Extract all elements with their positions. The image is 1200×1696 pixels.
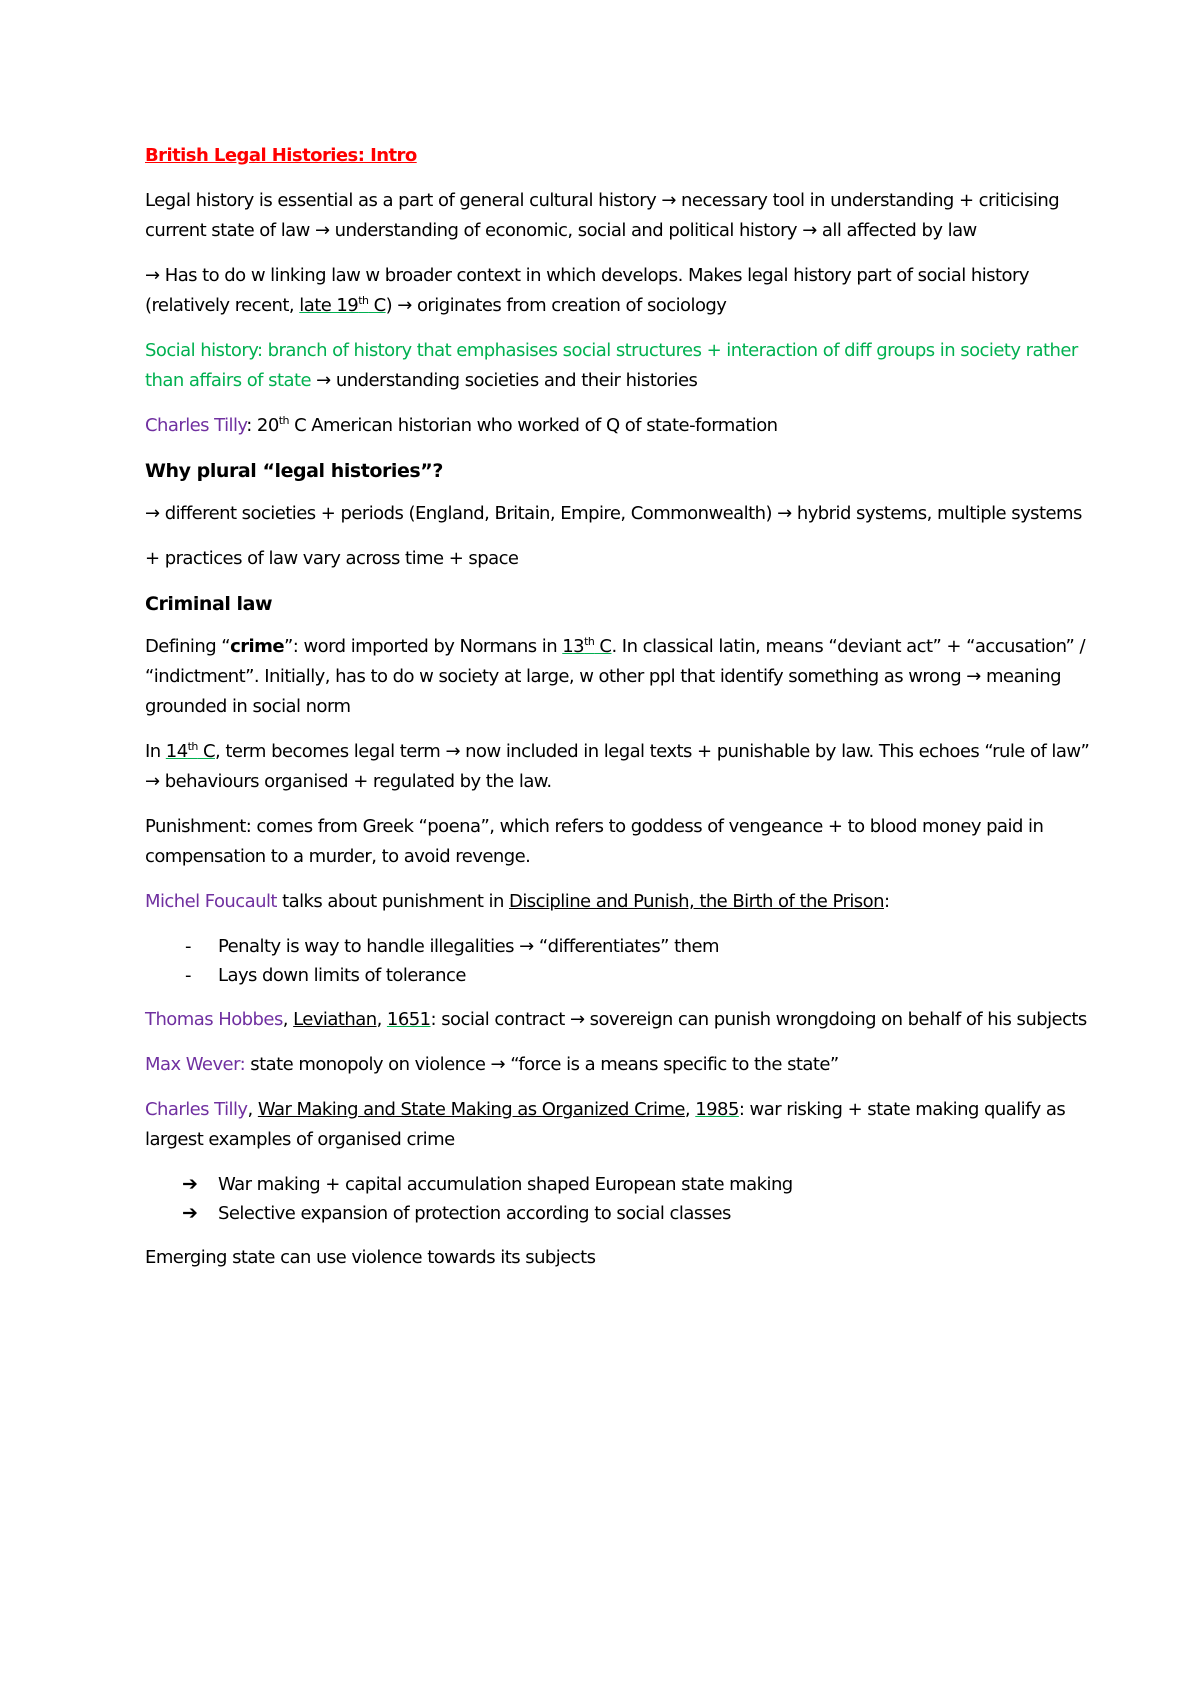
text-run: , <box>376 1009 387 1030</box>
person-name: Michel Foucault <box>145 891 277 912</box>
paragraph-punishment: Punishment: comes from Greek “poena”, which refers to goddess of vengeance + to blood money paid in compensation to a murder, to avoid revenge. <box>145 816 1044 867</box>
page-title: British Legal Histories: Intro <box>145 145 417 166</box>
text-run: In <box>145 741 166 762</box>
text-run: : <box>883 891 890 912</box>
paragraph-max-wever <box>145 1050 1100 1080</box>
text-run: → understanding societies and their histories <box>310 370 698 391</box>
text-run: → Has to do w linking law w broader context in which develops. Makes legal history part of social history (relatively recent, <box>145 265 1029 316</box>
book-title: War Making and State Making as Organized Crime <box>257 1099 685 1120</box>
underlined-date <box>562 636 611 657</box>
person-name: Thomas Hobbes <box>145 1009 283 1030</box>
text-run: C <box>197 741 215 762</box>
text-run: , <box>684 1099 696 1120</box>
paragraph-tilly-war-making <box>145 1095 1100 1155</box>
paragraph-legal-term <box>145 737 1100 797</box>
dash-list <box>145 932 1100 990</box>
bold-term: crime <box>230 636 285 657</box>
heading-plural-legal-histories: Why plural “legal histories”? <box>145 460 443 482</box>
text-run: : 20 <box>246 415 279 436</box>
text-run: , <box>247 1099 258 1120</box>
text-run: Defining “ <box>145 636 231 657</box>
list-item <box>145 1170 1100 1199</box>
book-title: Leviathan <box>293 1009 377 1030</box>
person-name: Max Wever: <box>145 1054 246 1075</box>
underlined-year: 1651 <box>386 1009 431 1030</box>
paragraph-practices-of-law: + practices of law vary across time + space <box>145 548 519 569</box>
superscript: th <box>584 635 595 648</box>
paragraph-different-societies: → different societies + periods (England, Britain, Empire, Commonwealth) → hybrid systems, multiple systems <box>145 503 1082 524</box>
paragraph-foucault <box>145 887 1100 917</box>
heading-criminal-law: Criminal law <box>145 593 273 615</box>
list-item-text: Penalty is way to handle illegalities → “differentiates” them <box>218 936 719 957</box>
list-item-text: Selective expansion of protection according to social classes <box>218 1203 731 1224</box>
list-item-text: Lays down limits of tolerance <box>218 965 466 986</box>
text-run: , <box>282 1009 294 1030</box>
list-item <box>145 932 1100 961</box>
underlined-date <box>166 741 215 762</box>
text-run: C <box>368 295 386 316</box>
paragraph-social-history <box>145 336 1100 396</box>
text-run: , term becomes legal term → now included in legal texts + punishable by law. This echoes “rule of law” → behaviours organised + regulated by the law. <box>145 741 1090 792</box>
text-run: state monopoly on violence → “force is a means specific to the state” <box>245 1054 839 1075</box>
list-item <box>145 1199 1100 1228</box>
arrow-bullet-icon: ➔ <box>182 1173 198 1195</box>
book-title: Discipline and Punish, the Birth of the Prison <box>509 891 884 912</box>
text-run: 13 <box>562 636 585 657</box>
paragraph-broader-context <box>145 261 1100 321</box>
underlined-year: 1985 <box>695 1099 739 1120</box>
dash-bullet-icon: - <box>185 965 191 986</box>
text-run: : social contract → sovereign can punish wrongdoing on behalf of his subjects <box>430 1009 1087 1030</box>
list-item <box>145 961 1100 990</box>
paragraph-emerging-state: Emerging state can use violence towards its subjects <box>145 1247 596 1268</box>
text-run: ) → originates from creation of sociology <box>385 295 727 316</box>
person-name: Charles Tilly <box>145 1099 248 1120</box>
paragraph-charles-tilly <box>145 411 1100 441</box>
superscript: th <box>278 414 289 427</box>
text-run: C American historian who worked of Q of state-formation <box>288 415 778 436</box>
paragraph-defining-crime <box>145 632 1100 722</box>
text-run: . In classical latin, means “deviant act” + “accusation” / “indictment”. Initially, has to do w society at large, w other ppl that identify something as wrong → meaning grounded in social norm <box>145 636 1085 717</box>
person-name: Charles Tilly <box>145 415 247 436</box>
list-item-text: War making + capital accumulation shaped European state making <box>218 1174 793 1195</box>
underlined-date <box>299 295 385 316</box>
definition-social-history: Social history: branch of history that emphasises social structures + interaction of diff groups in society rather than affairs of state <box>145 340 1078 391</box>
text-run: talks about punishment in <box>276 891 510 912</box>
text-run: : war risking + state making qualify as largest examples of organised crime <box>145 1099 1066 1150</box>
text-run: late 19 <box>299 295 359 316</box>
text-run: 14 <box>165 741 188 762</box>
dash-bullet-icon: - <box>185 936 191 957</box>
arrow-bullet-icon: ➔ <box>182 1202 198 1224</box>
arrow-list <box>145 1170 1100 1228</box>
text-run: ”: word imported by Normans in <box>284 636 563 657</box>
paragraph-legal-history: Legal history is essential as a part of general cultural history → necessary tool in understanding + criticising current state of law → understanding of economic, social and political history → all affected by law <box>145 190 1060 241</box>
superscript: th <box>358 294 369 307</box>
paragraph-hobbes <box>145 1005 1100 1035</box>
text-run: C <box>594 636 612 657</box>
superscript: th <box>187 740 198 753</box>
